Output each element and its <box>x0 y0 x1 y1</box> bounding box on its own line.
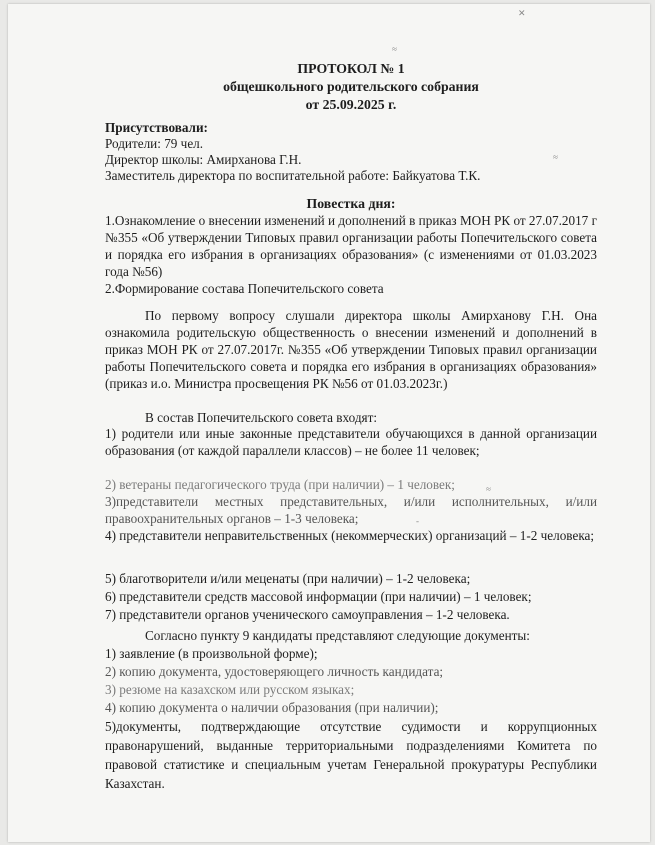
scan-speck: ≈ <box>392 44 397 54</box>
scan-speck: ✕ <box>518 8 526 18</box>
attendance-parents: Родители: 79 чел. <box>105 136 204 151</box>
document-item: 1) заявление (в произвольной форме); <box>105 646 318 661</box>
composition-item: 2) ветераны педагогического труда (при наличии) – 1 человек; <box>105 477 455 492</box>
composition-item: 7) представители органов ученического самоуправления – 1-2 человека. <box>105 607 510 622</box>
protocol-date: от 25.09.2025 г. <box>305 97 397 112</box>
composition-item: 4) представители неправительственных (некоммерческих) организаций – 1-2 человека; <box>105 528 595 543</box>
scan-speck: ≈ <box>553 152 558 162</box>
composition-intro: В состав Попечительского совета входят: <box>145 410 378 425</box>
agenda-item-2: 2.Формирование состава Попечительского совета <box>105 281 384 296</box>
protocol-subtitle: общешкольного родительского собрания <box>223 79 479 94</box>
document-item: 2) копию документа, удостоверяющего личность кандидата; <box>105 664 444 679</box>
composition-item: 6) представители средств массовой информации (при наличии) – 1 человек; <box>105 589 532 604</box>
scan-speck: - <box>416 516 419 526</box>
documents-intro: Согласно пункту 9 кандидаты представляют следующие документы: <box>145 628 530 643</box>
protocol-title: ПРОТОКОЛ № 1 <box>297 61 405 76</box>
agenda-item-1: 1.Ознакомление о внесении изменений и дополнений в приказ МОН РК от 27.07.2017 г №355 «Об утверждении Типовых правил организации работы Попечительского совета и порядка его избрания в организациях образования» (с изменениями от 01.03.2023 года №56) <box>105 213 597 279</box>
composition-item: 5) благотворители и/или меценаты (при наличии) – 1-2 человека; <box>105 571 471 586</box>
scan-speck: ≈ <box>486 484 491 494</box>
attendance-director: Директор школы: Амирханова Г.Н. <box>105 152 302 167</box>
composition-item: 1) родители или иные законные представители обучающихся в данной организации образования (от каждой параллели классов) – не более 11 человек; <box>105 426 597 458</box>
agenda-heading: Повестка дня: <box>306 196 396 211</box>
attendance-deputy: Заместитель директора по воспитательной работе: Байкуатова Т.К. <box>105 168 481 183</box>
composition-item: 3)представители местных представительных, и/или исполнительных, и/или правоохранительных органов – 1-3 человека; <box>105 494 597 526</box>
attendance-heading: Присутствовали: <box>105 120 208 135</box>
document-item: 5)документы, подтверждающие отсутствие судимости и коррупционных правонарушений, выданные территориальными подразделениями Комитета по правовой статистике и специальным учетам Генеральной прокуратуры Республики Казахстан. <box>105 719 597 791</box>
discussion-paragraph: По первому вопросу слушали директора школы Амирханову Г.Н. Она ознакомила родительскую общественность о внесении изменений и дополнений в приказ МОН РК от 27.07.2017г. №355 «Об утверждении Типовых правил организации работы Попечительского совета и порядка его избрания в организациях образования» (приказ и.о. Министра просвещения РК №56 от 01.03.2023г.) <box>105 308 597 391</box>
document-page <box>8 4 650 842</box>
document-item: 3) резюме на казахском или русском языках; <box>105 682 355 697</box>
document-item: 4) копию документа о наличии образования (при наличии); <box>105 700 439 715</box>
